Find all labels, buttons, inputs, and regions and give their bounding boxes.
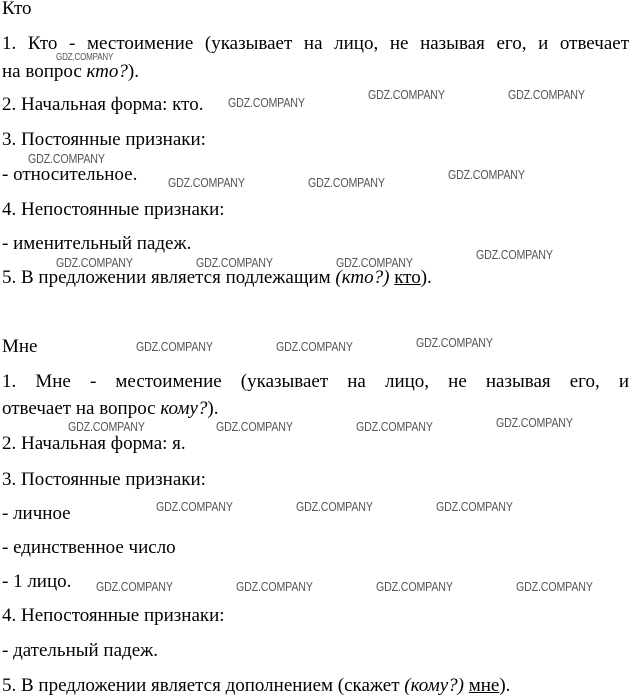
s2-item1-line1: 1. Мне - местоимение (указывает на лицо, не называя его, и (2, 371, 629, 392)
watermark: GDZ.COMPANY (56, 52, 114, 63)
watermark: GDZ.COMPANY (28, 151, 105, 166)
watermark: GDZ.COMPANY (416, 335, 493, 350)
watermark: GDZ.COMPANY (448, 167, 525, 182)
watermark: GDZ.COMPANY (168, 175, 245, 190)
s2-item1-line2: отвечает на вопрос кому?). (2, 398, 219, 419)
question-komu: кому? (160, 398, 208, 419)
s2-item2: 2. Начальная форма: я. (2, 433, 186, 454)
s2-item3-a: - личное (2, 503, 71, 524)
s1-item4: 4. Непостоянные признаки: (2, 199, 225, 220)
watermark: GDZ.COMPANY (336, 255, 413, 270)
s2-item4: 4. Непостоянные признаки: (2, 605, 225, 626)
watermark: GDZ.COMPANY (368, 87, 445, 102)
s2-item3-c: - 1 лицо. (2, 571, 72, 592)
watermark: GDZ.COMPANY (216, 419, 293, 434)
watermark: GDZ.COMPANY (356, 419, 433, 434)
watermark: GDZ.COMPANY (496, 415, 573, 430)
watermark: GDZ.COMPANY (516, 579, 593, 594)
s1-item5: 5. В предложении является подлежащим (кто?) кто). (2, 267, 432, 288)
question-komu-2: (кому?) (404, 675, 464, 696)
watermark: GDZ.COMPANY (56, 255, 133, 270)
watermark: GDZ.COMPANY (296, 499, 373, 514)
watermark: GDZ.COMPANY (136, 339, 213, 354)
watermark: GDZ.COMPANY (236, 579, 313, 594)
watermark: GDZ.COMPANY (276, 339, 353, 354)
s1-item4-a: - именительный падеж. (2, 233, 192, 254)
watermark: GDZ.COMPANY (476, 247, 553, 262)
question-kto-2: (кто?) (335, 267, 390, 288)
watermark: GDZ.COMPANY (508, 87, 585, 102)
question-kto: кто? (86, 61, 128, 82)
watermark: GDZ.COMPANY (308, 175, 385, 190)
s1-item3: 3. Постоянные признаки: (2, 129, 206, 150)
watermark: GDZ.COMPANY (156, 499, 233, 514)
heading-kto: Кто (2, 0, 32, 19)
s1-item1-line2: на вопрос кто?). (2, 61, 139, 82)
s2-item3-b: - единственное число (2, 537, 176, 558)
watermark: GDZ.COMPANY (436, 499, 513, 514)
s2-item3: 3. Постоянные признаки: (2, 469, 206, 490)
s2-item5: 5. В предложении является дополнением (скажет (кому?) мне). (2, 675, 511, 696)
watermark: GDZ.COMPANY (196, 255, 273, 270)
s1-item1-line1: 1. Кто - местоимение (указывает на лицо, не называя его, и отвечает (2, 33, 629, 54)
watermark: GDZ.COMPANY (376, 579, 453, 594)
s1-item2: 2. Начальная форма: кто. (2, 94, 204, 115)
word-mne: мне (468, 675, 500, 696)
watermark: GDZ.COMPANY (96, 579, 173, 594)
s2-item4-a: - дательный падеж. (2, 640, 158, 661)
watermark: GDZ.COMPANY (68, 419, 145, 434)
watermark: GDZ.COMPANY (228, 95, 305, 110)
s1-item3-a: - относительное. (2, 164, 138, 185)
word-kto: кто (394, 267, 421, 288)
heading-mne: Мне (2, 336, 38, 357)
